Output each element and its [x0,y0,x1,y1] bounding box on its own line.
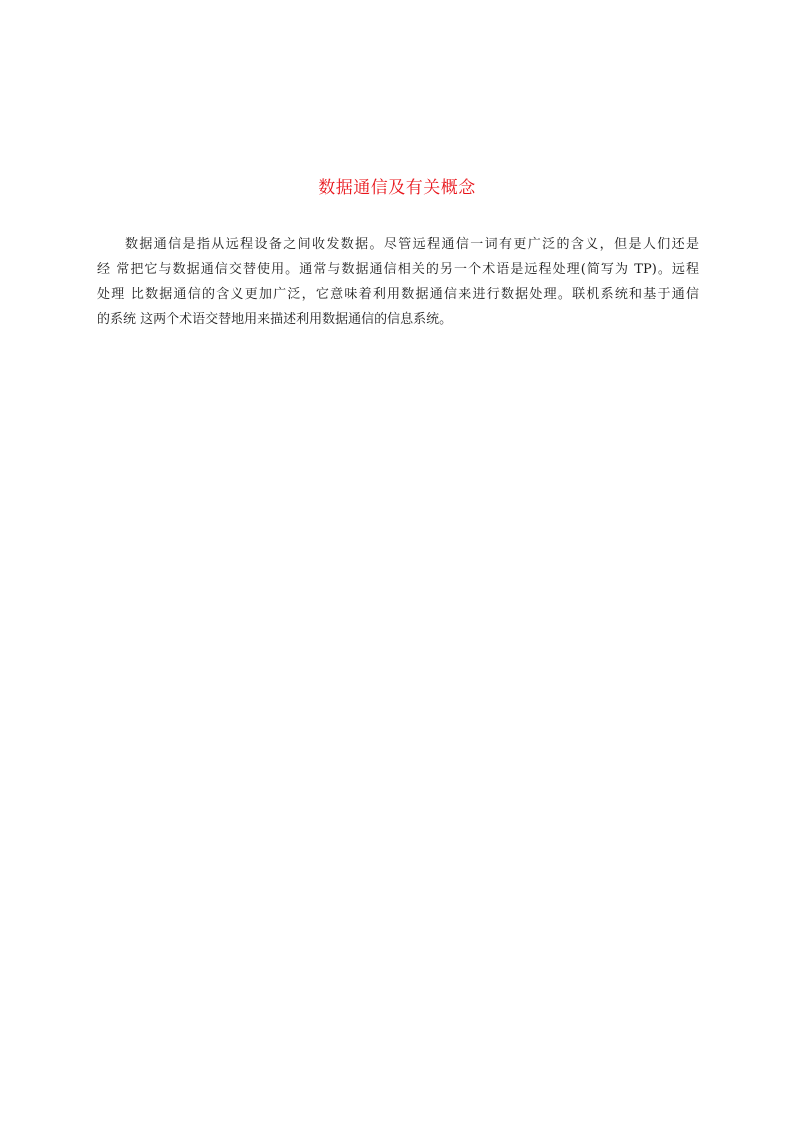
page-title: 数据通信及有关概念 [318,178,476,198]
paragraph-line: 处理 比数据通信的含义更加广泛，它意味着利用数据通信来进行数据处理。联机系统和基于通信 [97,287,699,302]
paragraph-line: 数据通信是指从远程设备之间收发数据。尽管远程通信一词有更广泛的含义，但是人们还是 [125,237,699,252]
paragraph-line: 的系统 这两个术语交替地用来描述利用数据通信的信息系统。 [97,312,453,327]
paragraph-line: 经 常把它与数据通信交替使用。通常与数据通信相关的另一个术语是远程处理(简写为 TP)。远程 [97,262,699,277]
body-paragraph [97,232,699,332]
